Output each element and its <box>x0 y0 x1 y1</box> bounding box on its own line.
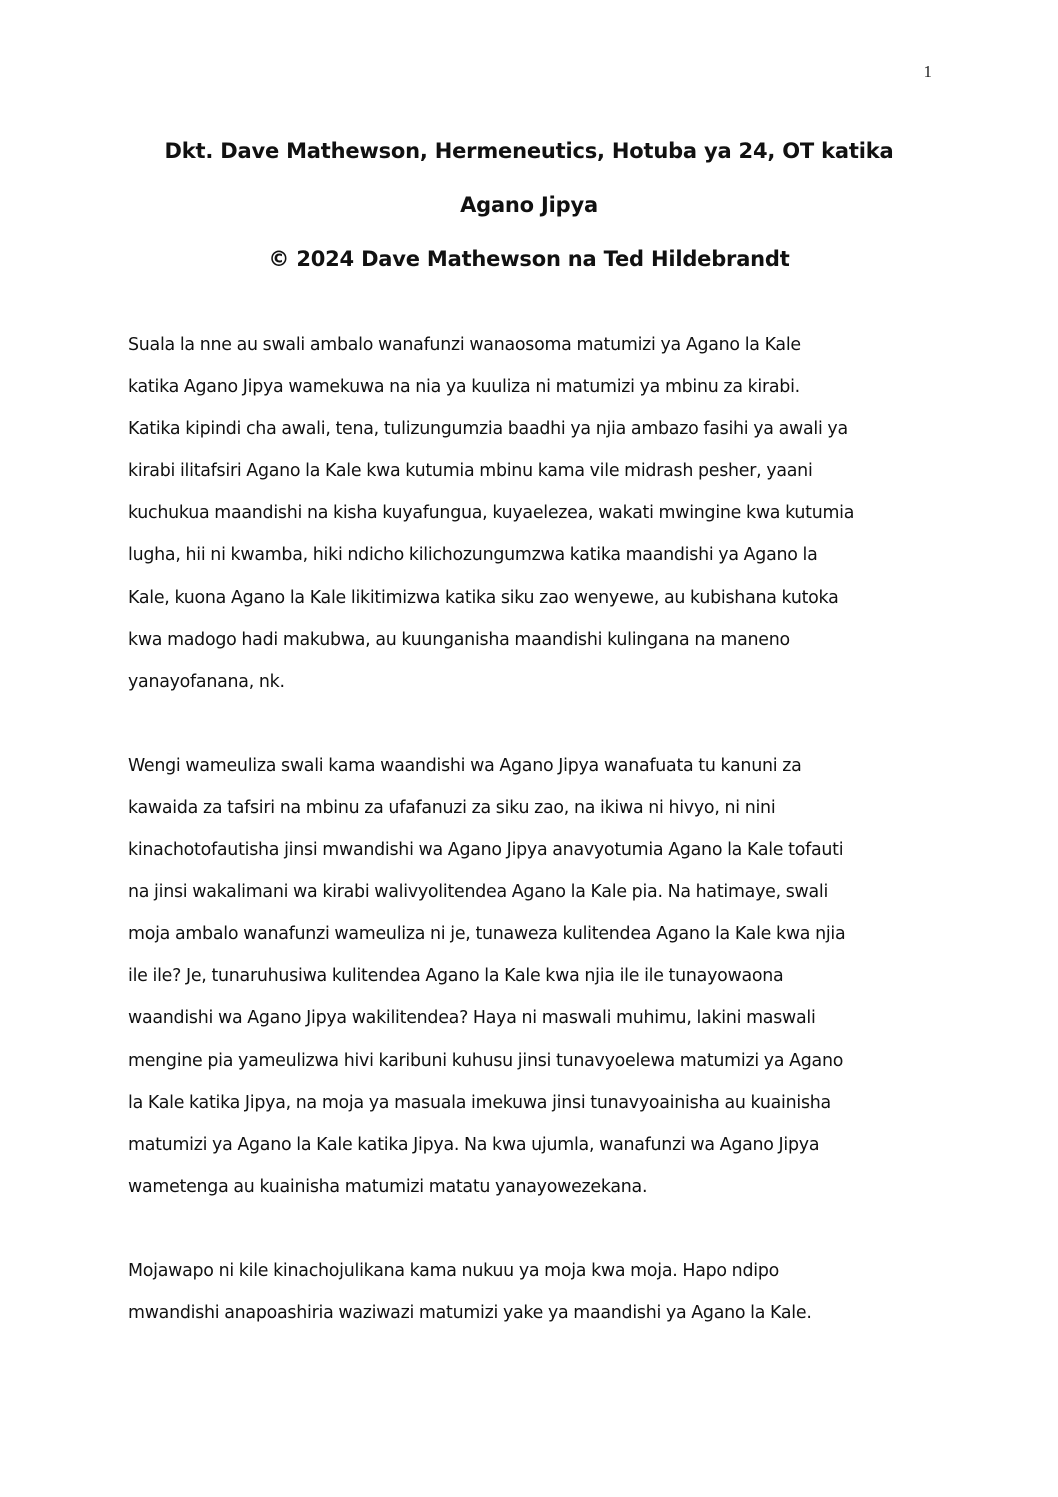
paragraph-1 <box>128 324 933 703</box>
text-line: yanayofanana, nk. <box>128 671 285 692</box>
text-line: la Kale katika Jipya, na moja ya masuala imekuwa jinsi tunavyoainisha au kuainisha <box>128 1092 831 1113</box>
text-line: kinachotofautisha jinsi mwandishi wa Agano Jipya anavyotumia Agano la Kale tofauti <box>128 840 844 861</box>
paragraph-3 <box>128 1250 933 1334</box>
page-title-line-1: Dkt. Dave Mathewson, Hermeneutics, Hotuba ya 24, OT katika <box>164 139 894 163</box>
text-line: kuchukua maandishi na kisha kuyafungua, kuyaelezea, wakati mwingine kwa kutumia <box>128 503 855 524</box>
text-line: Suala la nne au swali ambalo wanafunzi wanaosoma matumizi ya Agano la Kale <box>128 335 801 355</box>
text-line: kirabi ilitafsiri Agano la Kale kwa kutumia mbinu kama vile midrash pesher, yaani <box>128 461 813 482</box>
text-line: Katika kipindi cha awali, tena, tulizungumzia baadhi ya njia ambazo fasihi ya awali ya <box>128 419 848 440</box>
text-line: waandishi wa Agano Jipya wakilitendea? Haya ni maswali muhimu, lakini maswali <box>128 1008 816 1029</box>
text-line: Kale, kuona Agano la Kale likitimizwa katika siku zao wenyewe, au kubishana kutoka <box>128 587 839 608</box>
text-line: kawaida za tafsiri na mbinu za ufafanuzi za siku zao, na ikiwa ni hivyo, ni nini <box>128 797 776 818</box>
text-line: lugha, hii ni kwamba, hiki ndicho kilichozungumzwa katika maandishi ya Agano la <box>128 545 818 566</box>
page-title-line-2: Agano Jipya <box>460 193 598 217</box>
paragraph-2 <box>128 745 933 1208</box>
text-line: mengine pia yameulizwa hivi karibuni kuhusu jinsi tunavyoelewa matumizi ya Agano <box>128 1050 844 1071</box>
text-line: moja ambalo wanafunzi wameuliza ni je, tunaweza kulitendea Agano la Kale kwa njia <box>128 924 846 945</box>
text-line: na jinsi wakalimani wa kirabi walivyolitendea Agano la Kale pia. Na hatimaye, swali <box>128 882 829 903</box>
text-line: katika Agano Jipya wamekuwa na nia ya kuuliza ni matumizi ya mbinu za kirabi. <box>128 377 800 398</box>
text-line: wametenga au kuainisha matumizi matatu yanayowezekana. <box>128 1176 648 1197</box>
document-header <box>128 124 930 286</box>
document-body <box>128 324 933 1376</box>
copyright-line: © 2024 Dave Mathewson na Ted Hildebrandt <box>268 247 790 271</box>
text-line: ile ile? Je, tunaruhusiwa kulitendea Agano la Kale kwa njia ile ile tunayowaona <box>128 966 784 987</box>
text-line: kwa madogo hadi makubwa, au kuunganisha maandishi kulingana na maneno <box>128 629 790 650</box>
text-line: matumizi ya Agano la Kale katika Jipya. Na kwa ujumla, wanafunzi wa Agano Jipya <box>128 1134 820 1155</box>
text-line: Mojawapo ni kile kinachojulikana kama nukuu ya moja kwa moja. Hapo ndipo <box>128 1260 780 1281</box>
text-line: mwandishi anapoashiria waziwazi matumizi yake ya maandishi ya Agano la Kale. <box>128 1302 812 1323</box>
text-line: Wengi wameuliza swali kama waandishi wa Agano Jipya wanafuata tu kanuni za <box>128 755 802 776</box>
page-number: 1 <box>923 62 932 81</box>
